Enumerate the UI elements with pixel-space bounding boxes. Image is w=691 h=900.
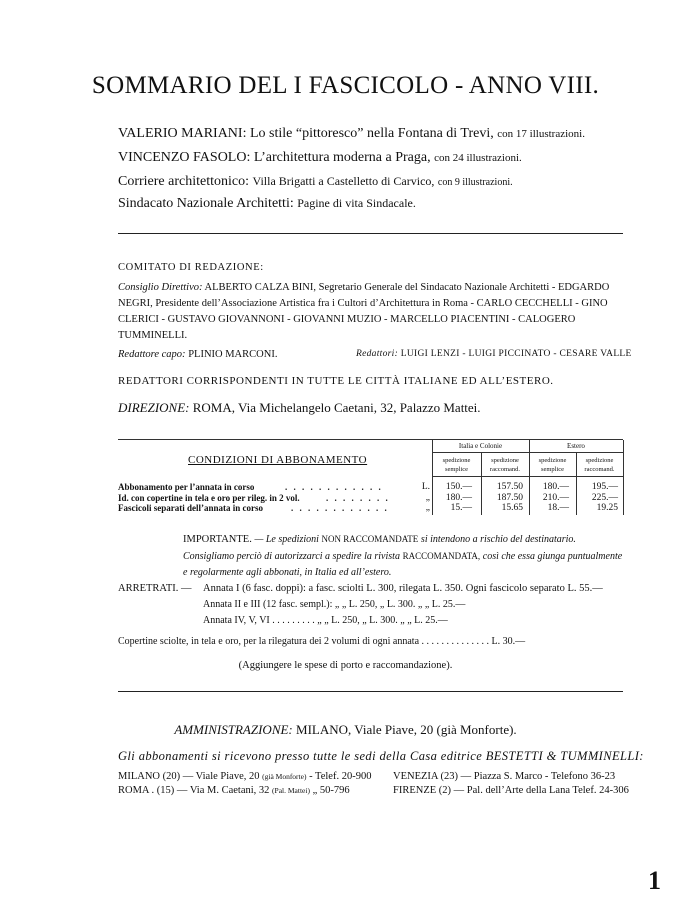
arretrati-label: ARRETRATI. — — [118, 583, 192, 594]
col-raccomand: spedizione raccomand. — [489, 457, 521, 473]
importante-text: NON RACCOMANDATE — [321, 534, 419, 544]
summary-note: con 24 illustrazioni. — [434, 152, 522, 164]
comitato-heading: COMITATO DI REDAZIONE: — [118, 262, 264, 273]
table-cell: 150.— — [445, 482, 472, 492]
table-cell: 19.25 — [596, 503, 618, 513]
table-cell: 18.— — [547, 503, 569, 513]
col-semplice: spedizione semplice — [538, 457, 567, 473]
leader-dots: . . . . . . . . . . . . — [291, 503, 389, 513]
summary-author: Corriere architettonico: — [118, 174, 249, 189]
consiglio-text: ALBERTO CALZA BINI, Segretario Generale del Sindacato Nazionale Architetti - EDGARDO NEGRI, Presidente dell’Associazione Artistica fra i Cultori d’Architettura in Roma - CARLO CECCHELLI - GINO CLERICI - GUSTAVO GIOVANNONI - GIOVANNI MUZIO - MARCELLO PIACENTINI - CALOGERO TUMMINELLI. — [118, 282, 610, 341]
consiglio-direttivo — [118, 280, 628, 344]
arretrati-line: Annata IV, V, VI . . . . . . . . . „ „ L. 250, „ L. 300. „ „ L. 25.— — [203, 615, 448, 626]
table-top-rule — [118, 439, 623, 440]
table-cell: 15.65 — [501, 503, 523, 513]
corrispondenti: REDATTORI CORRISPONDENTI IN TUTTE LE CITTÀ ITALIANE ED ALL’ESTERO. — [118, 375, 554, 387]
amministrazione — [0, 722, 691, 738]
importante-text: si intendono a rischio del destinatario. Consigliamo perciò di autorizzarci a spedire la rivista — [183, 534, 576, 562]
table-cell: 225.— — [591, 493, 618, 503]
group-italia: Italia e Colonie — [458, 442, 503, 450]
table-cell: 195.— — [591, 482, 618, 492]
sede-milano: MILANO (20) — Viale Piave, 20 (già Monforte) - Telef. 20-900 — [118, 771, 372, 782]
arretrati-line: Annata I (6 fasc. doppi): a fasc. sciolti L. 300, rilegata L. 350. Ogni fascicolo separato L. 55.— — [203, 583, 603, 594]
importante-note — [183, 531, 623, 581]
col-semplice: spedizione semplice — [442, 457, 471, 473]
summary-item — [118, 196, 416, 212]
importante-label: IMPORTANTE. — [183, 534, 252, 545]
table-cell: 157.50 — [496, 482, 523, 492]
table-cell: 180.— — [542, 482, 569, 492]
leader-dots: . . . . . . . . — [326, 493, 390, 503]
table-row-label: Abbonamento per l’annata in corso — [118, 482, 255, 492]
summary-author: VINCENZO FASOLO: — [118, 150, 251, 165]
direzione-label: DIREZIONE: — [118, 400, 190, 415]
consiglio-label: Consiglio Direttivo: — [118, 282, 203, 293]
direzione — [118, 400, 481, 416]
summary-note: con 17 illustrazioni. — [497, 128, 585, 140]
divider — [118, 691, 623, 692]
table-cell: 180.— — [445, 493, 472, 503]
leader-dots: . . . . . . . . . . . . — [285, 482, 383, 492]
col-raccomand: spedizione raccomand. — [584, 457, 615, 473]
redattori — [356, 349, 632, 359]
summary-note: con 9 illustrazioni. — [437, 177, 513, 188]
copertine-line: Copertine sciolte, in tela e oro, per la rilegatura dei 2 volumi di ogni annata . . . . . . . . . . . . . . L. 30.— — [118, 636, 526, 647]
table-cell: 15.— — [450, 503, 472, 513]
page-title: SOMMARIO DEL I FASCICOLO - ANNO VIII. — [91, 72, 600, 99]
amministrazione-text: MILANO, Viale Piave, 20 (già Monforte). — [296, 722, 517, 737]
redattore-capo — [118, 349, 277, 360]
abbonamenti-note: Gli abbonamenti si ricevono presso tutte le sedi della Casa editrice BESTETTI & TUMMINELLI: — [118, 749, 644, 763]
sede-roma: ROMA . (15) — Via M. Caetani, 32 (Pal. Mattei) „ 50-796 — [118, 785, 350, 796]
table-cell: 210.— — [542, 493, 569, 503]
redattori-label: Redattori: — [356, 349, 399, 359]
summary-work: L’architettura moderna a Praga, — [253, 150, 431, 165]
aggiungere-note: (Aggiungere le spese di porto e raccomandazione). — [238, 660, 453, 671]
table-cell: „ — [425, 493, 430, 503]
amministrazione-label: AMMINISTRAZIONE: — [174, 722, 293, 737]
importante-text: così che essa giunga puntualmente e regolarmente agli abbonati, in Italia ed all’estero. — [183, 551, 623, 578]
redattore-name: PLINIO MARCONI. — [188, 349, 278, 360]
summary-author: VALERIO MARIANI: — [118, 126, 247, 141]
summary-work: Villa Brigatti a Castelletto di Carvico, — [252, 174, 435, 188]
importante-text: RACCOMANDATA, — [402, 551, 481, 561]
importante-text: — Le spedizioni — [254, 534, 319, 545]
redattori-names: LUIGI LENZI - LUIGI PICCINATO - CESARE VALLE — [400, 349, 632, 359]
table-cell: L. — [421, 482, 430, 492]
sede-firenze: FIRENZE (2) — Pal. dell’Arte della Lana Telef. 24-306 — [393, 785, 629, 796]
table-hline — [432, 476, 623, 477]
page-number: 1 — [648, 866, 661, 895]
table-hline — [432, 452, 623, 453]
divider — [118, 233, 623, 234]
table-row-label: Id. con copertine in tela e oro per rileg. in 2 vol. — [118, 493, 300, 503]
summary-work: Pagine di vita Sindacale. — [297, 196, 416, 210]
redattore-label: Redattore capo: — [118, 349, 186, 360]
table-row-label: Fascicoli separati dell’annata in corso — [118, 503, 263, 513]
direzione-text: ROMA, Via Michelangelo Caetani, 32, Palazzo Mattei. — [192, 400, 481, 415]
table-cell: „ — [425, 503, 430, 513]
table-title: CONDIZIONI DI ABBONAMENTO — [188, 454, 368, 466]
sede-venezia: VENEZIA (23) — Piazza S. Marco - Telefono 36-23 — [393, 771, 616, 782]
summary-work: Lo stile “pittoresco” nella Fontana di Trevi, — [249, 126, 494, 141]
summary-item — [118, 126, 585, 142]
table-cell: 187.50 — [496, 493, 523, 503]
summary-item — [118, 150, 522, 166]
arretrati-line: Annata II e III (12 fasc. sempl.): „ „ L. 250, „ L. 300. „ „ L. 25.— — [203, 599, 466, 610]
summary-author: Sindacato Nazionale Architetti: — [118, 196, 294, 211]
summary-item — [118, 174, 513, 190]
group-estero: Estero — [567, 442, 585, 450]
table-vline — [623, 440, 624, 515]
